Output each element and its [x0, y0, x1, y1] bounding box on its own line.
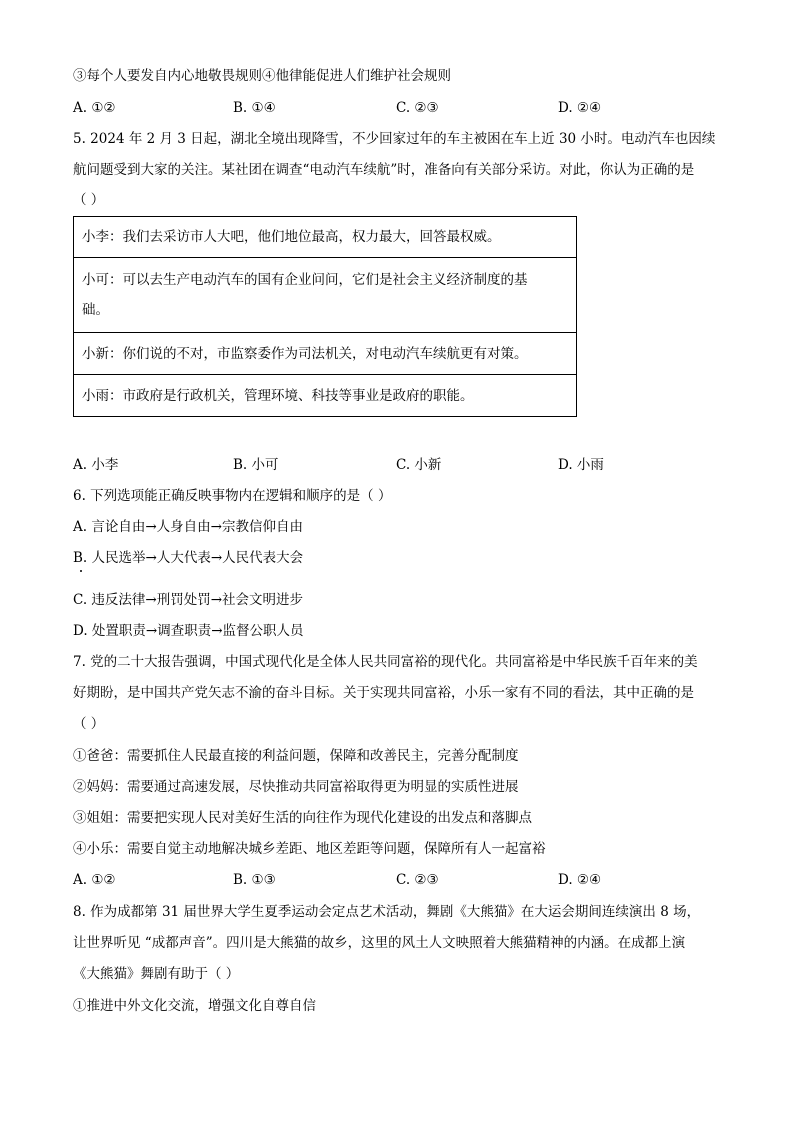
dialogue-xiaoxin: 小新：你们说的不对，市监察委作为司法机关，对电动汽车续航更有对策。 [74, 333, 577, 375]
q7-answer-blank: （ ） [73, 716, 105, 732]
q5-stem-line-1: 5. 2024 年 2 月 3 日起，湖北全境出现降雪，不少回家过年的车主被困在车上近 30 小时。电动汽车也因续 [73, 131, 716, 147]
q4-option-d[interactable]: D. ②④ [558, 100, 602, 116]
q7-options [73, 870, 733, 890]
q5-stem-line-2: 航问题受到大家的关注。某社团在调查“电动汽车续航”时，准备向有关部分采访。对此，你认为正确的是 [73, 162, 695, 178]
q7-stem-line-1: 7. 党的二十大报告强调，中国式现代化是全体人民共同富裕的现代化。共同富裕是中华民族千百年来的美 [73, 654, 698, 670]
q6-stem: 6. 下列选项能正确反映事物内在逻辑和顺序的是（ ） [73, 488, 392, 504]
q4-option-b[interactable]: B. ①④ [233, 100, 276, 116]
q5-options [73, 455, 733, 475]
table-row [74, 217, 577, 258]
q4-option-c[interactable]: C. ②③ [396, 100, 439, 116]
q7-stem-line-2: 好期盼，是中国共产党矢志不渝的奋斗目标。关于实现共同富裕，小乐一家有不同的看法，其中正确的是 [73, 685, 694, 701]
q6-option-d[interactable]: D. 处置职责→调查职责→监督公职人员 [73, 623, 304, 639]
q8-stem-line-3: 《大熊猫》舞剧有助于（ ） [73, 966, 240, 982]
q4-options [73, 98, 733, 118]
q7-statement-1: ①爸爸：需要抓住人民最直接的利益问题，保障和改善民主，完善分配制度 [73, 748, 519, 764]
q7-option-c[interactable]: C. ②③ [396, 872, 439, 888]
q5-option-c[interactable]: C. 小新 [396, 457, 442, 473]
q5-option-d[interactable]: D. 小雨 [558, 457, 604, 473]
q8-stem-line-1: 8. 作为成都第 31 届世界大学生夏季运动会定点艺术活动，舞剧《大熊猫》在大运会期间连续演出 8 场， [73, 904, 701, 920]
q7-statement-4: ④小乐：需要自觉主动地解决城乡差距、地区差距等问题，保障所有人一起富裕 [73, 841, 546, 857]
q7-option-d[interactable]: D. ②④ [558, 872, 602, 888]
table-row [74, 258, 577, 333]
dialogue-xiaoke [74, 258, 577, 333]
q4-option-a[interactable]: A. ①② [73, 100, 116, 116]
table-row [74, 333, 577, 375]
q7-option-a[interactable]: A. ①② [73, 872, 116, 888]
dialogue-xiaoke-line-1: 小可：可以去生产电动汽车的国有企业问问，它们是社会主义经济制度的基 [82, 272, 528, 288]
q8-statement-1: ①推进中外文化交流，增强文化自尊自信 [73, 998, 316, 1014]
q6-option-a[interactable]: A. 言论自由→人身自由→宗教信仰自由 [73, 519, 303, 535]
q5-answer-blank: （ ） [73, 192, 105, 208]
dialogue-xiaoyu: 小雨：市政府是行政机关，管理环境、科技等事业是政府的职能。 [74, 375, 577, 417]
q8-stem-line-2: 让世界听见 “成都声音”。四川是大熊猫的故乡，这里的风土人文映照着大熊猫精神的内涵。在成都上演 [73, 935, 686, 951]
q6-option-b[interactable]: B. 人民选举→人大代表→人民代表大会 [73, 550, 304, 566]
q5-dialogue-table [73, 216, 577, 417]
q7-statement-3: ③姐姐：需要把实现人民对美好生活的向往作为现代化建设的出发点和落脚点 [73, 810, 532, 826]
q5-option-b[interactable]: B. 小可 [233, 457, 279, 473]
q4-statement-line: ③每个人要发自内心地敬畏规则④他律能促进人们维护社会规则 [73, 68, 451, 84]
q5-option-a[interactable]: A. 小李 [73, 457, 119, 473]
q7-statement-2: ②妈妈：需要通过高速发展，尽快推动共同富裕取得更为明显的实质性进展 [73, 779, 519, 795]
dialogue-xiaoke-line-2: 础。 [82, 302, 109, 318]
q6-option-c[interactable]: C. 违反法律→刑罚处罚→社会文明进步 [73, 592, 304, 608]
table-row [74, 375, 577, 417]
q7-option-b[interactable]: B. ①③ [233, 872, 276, 888]
dialogue-xiaoli: 小李：我们去采访市人大吧，他们地位最高，权力最大，回答最权威。 [74, 217, 577, 258]
stray-dot [80, 570, 82, 572]
